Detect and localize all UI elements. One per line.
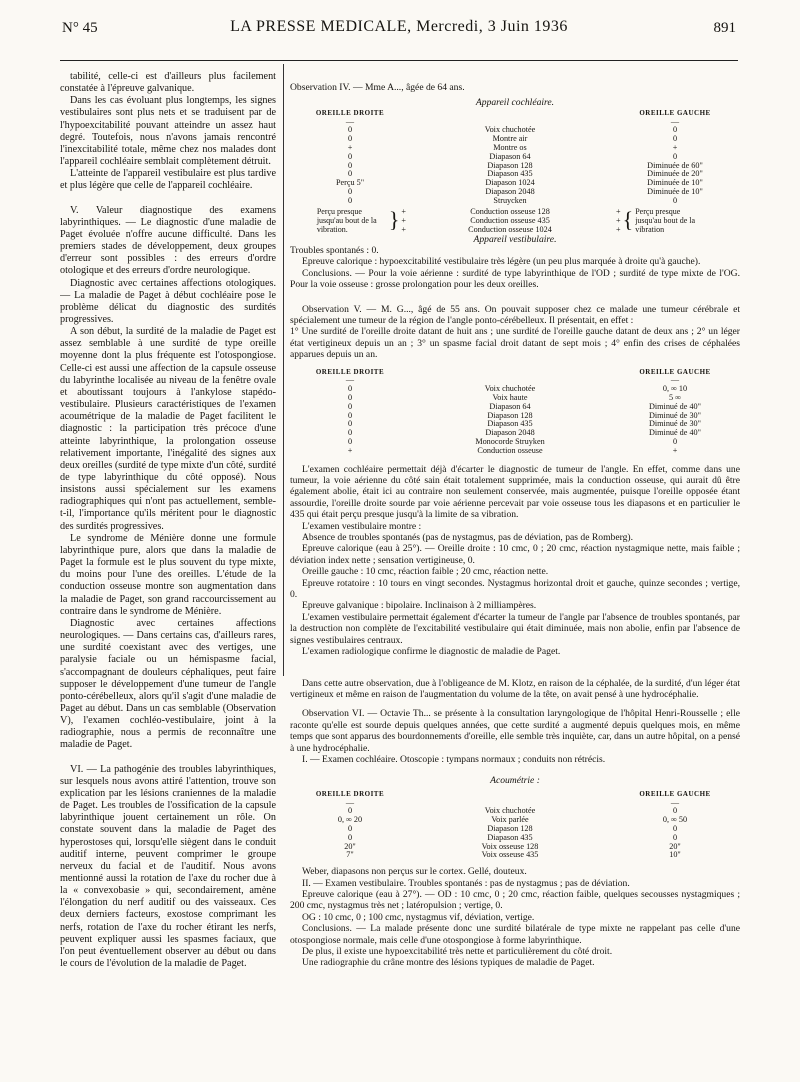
- left-paragraph: A son début, la surdité de la maladie de Paget est assez semblable à une surdité de type oreille moyenne dont la plus fréquente est l'otospongiose. Celle-ci est aussi une affection de la capsule osseuse du labyrinthe localisée au niveau de la fenêtre ovale et aboutissant toujours à l'ankylose stapédo-vestibulaire. Plusieurs caractéristiques de l'examen acoumétrique de la maladie de Paget facilitent le diagnostic : la participation très précoce d'une atteinte labyrinthique, la prolongation osseuse relativement importante, l'inégalité des signes aux deux oreilles (surdité de type mixte d'un côté, surdité de type labyrinthique du côté opposé). Nous insistons aussi spécialement sur les examens radiographiques qui n'ont pas actuellement, semble-t-il, l'importance qu'ils méritent pour le diagnostic des surdités progressives.: [60, 326, 276, 532]
- obs4-brace-left: Perçu presque jusqu'au bout de la vibration: [635, 206, 696, 234]
- paragraph: Epreuve rotatoire : 10 tours en vingt secondes. Nystagmus horizontal droit et gauche, quinze secondes ; vertige, 0.: [290, 577, 740, 601]
- left-paragraph: Le syndrome de Ménière donne une formule labyrinthique pure, alors que dans la maladie de Paget la formule est le plus souvent du type mixte, du moins pour l'une des oreilles. L'étude de la conduction osseuse montre son augmentation dans la maladie de Paget, son grand raccourcissement au contraire dans le syndrome de Ménière.: [60, 532, 276, 617]
- left-paragraph: V. Valeur diagnostique des examens labyrinthiques. — Le diagnostic d'une maladie de Paget évoluée n'offre aucune difficulté. Dans les premiers stades de développement, deux groupes d'erreur sont possibles : des erreurs d'ordre otologique et des erreurs d'ordre neurologique.: [60, 204, 276, 277]
- obs4-vest-title: Appareil vestibulaire.: [473, 233, 557, 245]
- table-cell: 0: [347, 419, 353, 429]
- table-cell: 0: [347, 393, 353, 403]
- table-cell: 7": [346, 850, 354, 860]
- table-cell: Diapason 64: [489, 401, 531, 411]
- table-cell: 0: [672, 832, 678, 842]
- table-cell: Voix parlée: [491, 815, 529, 825]
- table-cell: 0: [347, 160, 353, 170]
- obs4-cond-1024: Conduction osseuse 1024: [468, 224, 552, 234]
- paragraph: L'examen vestibulaire permettait également d'écarter la tumeur de l'angle par l'absence de troubles spontanés, par la destruction non complète de l'excitabilité vestibulaire qui était diminuée, mais non abolie, enfin par l'absence de signes vestibulaires centraux.: [290, 611, 740, 646]
- column-divider: [283, 64, 284, 676]
- obs6-table: OREILLE DROITE OREILLE GAUCHE — — 0 Voix chuchotée 0 0, ∞ 20 Voix parlée 0, ∞ 50 0 Diapason 128 0 0 Diapason 435 0 20" Voix osseuse 128 20" 7" Voix osseuse 435 10": [290, 790, 740, 860]
- paragraph: II. — Examen vestibulaire. Troubles spontanés : pas de nystagmus ; pas de déviation.: [302, 877, 630, 889]
- table-cell: 0: [347, 806, 353, 816]
- table-cell: Voix chuchotée: [484, 125, 536, 135]
- mid-paragraph: Dans cette autre observation, due à l'obligeance de M. Klotz, en raison de la céphalée, de la surdité, d'un léger état vertigineux et même en raison de l'augmentation du volume de la tête, on avait pensé à une hydrocéphalie.: [290, 677, 740, 700]
- paragraph: Conclusions. — La malade présente donc une surdité bilatérale de type mixte ne rappelant pas celle d'une otospongiose normale, mais celle d'une otospongiose à forme labyrinthique.: [290, 923, 740, 946]
- table-cell: Diminué de 40": [648, 428, 701, 438]
- col-left-ear: OREILLE GAUCHE: [639, 108, 711, 117]
- obs4-intro: Observation IV. — Mme A..., âgée de 64 ans.: [290, 82, 465, 93]
- paragraph: De plus, il existe une hypoexcitabilité très nette et particulièrement du côté droit.: [302, 945, 613, 957]
- paragraph: L'examen radiologique confirme le diagnostic de maladie de Paget.: [302, 646, 561, 658]
- table-cell: Diapason 435: [487, 832, 533, 842]
- table-cell: +: [347, 445, 353, 455]
- table-cell: 0: [672, 195, 678, 205]
- page-number: 891: [713, 20, 736, 36]
- left-paragraph: VI. — La pathogénie des troubles labyrinthiques, sur lesquels nous avons attiré l'attention, trouve son explication par les lésions craniennes de la maladie de Paget. Les troubles de l'ossification de la capsule labyrinthique jouent certainement un rôle. On constate souvent dans la maladie de Paget des hyperostoses qui, lorsqu'elle siègent dans le conduit auditif interne, peuvent comprimer le groupe nerveux du facial et de l'auditif. Nous avons mentionné aussi la rotation de l'axe du rocher due à la « convexobasie » qui, secondairement, amène l'élongation du nerf auditif ou des vaisseaux. Ces deux derniers facteurs, exostose comprimant les nerfs, rotation de l'axe du rocher étirant les nerfs, peuvent expliquer aussi les spasmes faciaux, que l'on peut éventuellement observer au début ou dans le cours de l'évolution de la maladie de Paget.: [60, 763, 276, 970]
- table-cell: Diminué de 30": [648, 419, 701, 429]
- table-cell: Montre air: [492, 134, 528, 144]
- table-cell: Perçu 5": [335, 178, 365, 188]
- table-cell: Voix osseuse 128: [481, 841, 539, 851]
- right-column: [290, 82, 740, 969]
- table-cell: 0: [347, 195, 353, 205]
- obs4-cond-435: Conduction osseuse 435: [470, 215, 550, 225]
- table-cell: 0: [347, 125, 353, 135]
- table-cell: 5 ∞: [669, 393, 681, 403]
- obs4-cochlear-title: Appareil cochléaire.: [475, 97, 555, 109]
- left-paragraph: tabilité, celle-ci est d'ailleurs plus facilement constatée à l'épreuve galvanique.: [60, 71, 276, 95]
- left-paragraph: Diagnostic avec certaines affections otologiques. — La maladie de Paget à début cochléaire pose le problème délicat du diagnostic des surdités progressives.: [60, 277, 276, 325]
- table-cell: 0: [347, 437, 353, 447]
- page-header: [60, 0, 738, 61]
- table-cell: +: [347, 143, 353, 152]
- obs5-table: OREILLE DROITE OREILLE GAUCHE — — 0 Voix chuchotée 0, ∞ 10 0 Voix haute 5 ∞ 0 Diapason 64 Diminué de 40" 0 Diapason 128 Diminué de 30" 0 Diapason 435 Diminué de 30" 0 Diapason 2048 Diminué de 40" 0 Monocorde Struyken 0 + Conduction osseuse +: [290, 368, 740, 456]
- obs4-cond-128: Conduction osseuse 128: [470, 206, 550, 216]
- table-cell: 0: [672, 125, 678, 135]
- paragraph: OG : 10 cmc, 0 ; 100 cmc, nystagmus vif, déviation, vertige.: [302, 911, 535, 923]
- table-cell: Diminuée de 10": [647, 178, 703, 188]
- obs5-intro: Observation V. — M. G..., âgé de 55 ans. On pouvait supposer chez ce malade une tumeur cérébrale et spécialement une tumeur de la région de l'angle ponto-cérébelleux. Il présentait, en effet :: [290, 303, 740, 327]
- table-cell: 0: [672, 437, 678, 447]
- table-cell: 0: [672, 134, 678, 144]
- table-row: [290, 851, 740, 860]
- table-cell: 0: [672, 151, 678, 161]
- table-cell: Diapason 435: [487, 169, 533, 179]
- table-cell: 0, ∞ 50: [662, 815, 688, 825]
- obs6-intro: Observation VI. — Octavie Th... se présente à la consultation laryngologique de l'hôpital Henri-Rousselle ; elle raconte qu'elle est sourde depuis quelques années, que cette surdité a augmenté depuis quelques mois, en même temps que sont apparus des bourdonnements d'oreille, elle semble très inquiète, car, dans un autre hôpital, on a pensé à une hydrocéphalie.: [290, 708, 740, 754]
- paragraph: L'examen cochléaire permettait déjà d'écarter le diagnostic de tumeur de l'angle. En effet, comme dans une tumeur, la voie aérienne du côté sain était totalement supprimée, mais la conduction osseuse, qui aurait dû être également abolie, était ici au contraire non seulement conservée, mais augmentée, puisque l'oreille opposée étant assourdie, l'oreille droite sourde par voie aérienne percevait par voie osseuse tous les diapasons et en particulier le 435 qui était perçu presque jusqu'à la limite de sa vibration.: [290, 463, 740, 521]
- table-cell: +: [672, 445, 678, 455]
- table-cell: 0: [347, 410, 353, 420]
- table-cell: Voix chuchotée: [484, 384, 536, 394]
- table-cell: 0: [347, 169, 353, 179]
- table-row: [290, 447, 740, 456]
- paragraph: Conclusions. — Pour la voie aérienne : surdité de type labyrinthique de l'OD ; surdité de type mixte de l'OG. Pour la voie osseuse : grosse prolongation pour les deux oreilles.: [290, 267, 740, 291]
- table-cell: 0: [347, 428, 353, 438]
- paragraph: Epreuve galvanique : bipolaire. Inclinaison à 2 milliampères.: [302, 600, 537, 612]
- table-cell: Monocorde Struyken: [475, 437, 545, 447]
- table-cell: 0: [347, 401, 353, 411]
- table-cell: Diapason 128: [487, 823, 533, 833]
- paragraph: Oreille gauche : 10 cmc, réaction faible ; 20 cmc, réaction nette.: [302, 566, 549, 578]
- obs4-table: OREILLE DROITE OREILLE GAUCHE — — 0 Voix chuchotée 0 0 Montre air 0 + Montre os + 0 Diapason 64 0 0 Diapason 128 Diminuée de 60" 0 Diapason 435 Diminuée de 20" Perçu 5" Diapason 1024 Diminuée de 10" 0 Diapason 2048 Diminuée de 10" 0 Struycken 0 Perçu presque jusqu'au bout de la vibration. } + + + Conduction osseuse 128 Conduction osseuse 435 Conduction osseuse 1024 + + + { Perçu presque jusqu'au bout de la vibration: [290, 109, 740, 234]
- table-cell: Diminuée de 60": [647, 160, 703, 170]
- table-cell: 0: [347, 384, 353, 394]
- table-cell: 0: [347, 151, 353, 161]
- table-cell: 0, ∞ 20: [337, 815, 363, 825]
- left-paragraph: Dans les cas évoluant plus longtemps, les signes vestibulaires sont plus nets et se traduisent par de l'hypoexcitabilité pouvant atteindre un assez haut degré. Toutefois, nous n'avons jamais rencontré l'inexcitabilité totale, même chez nos malades dont l'appareil cochléaire semblait complètement détruit.: [60, 95, 276, 168]
- left-column: [60, 71, 276, 1076]
- table-cell: 0: [347, 134, 353, 144]
- paragraph: Epreuve calorique : hypoexcitabilité vestibulaire très légère (un peu plus marquée à droite qu'à gauche).: [302, 256, 701, 268]
- table-cell: Diapason 435: [487, 419, 533, 429]
- table-cell: 0: [672, 806, 678, 816]
- table-cell: 0: [347, 186, 353, 196]
- table-cell: Diapason 1024: [485, 178, 535, 188]
- table-cell: Diminué de 30": [648, 410, 701, 420]
- table-cell: Diapason 128: [487, 160, 533, 170]
- table-cell: Diapason 64: [489, 151, 531, 161]
- table-cell: 0: [672, 823, 678, 833]
- table-cell: Voix haute: [492, 393, 528, 403]
- table-row: [290, 197, 740, 206]
- table-cell: Diapason 2048: [485, 186, 535, 196]
- left-paragraph: L'atteinte de l'appareil vestibulaire est plus tardive et plus légère que celle de l'appareil cochléaire.: [60, 168, 276, 192]
- table-cell: Diminué de 40": [648, 401, 701, 411]
- table-cell: Voix chuchotée: [484, 806, 536, 816]
- table-cell: Diminuée de 20": [647, 169, 703, 179]
- table-cell: Diapason 2048: [485, 428, 535, 438]
- table-cell: +: [672, 143, 678, 152]
- obs6-exam: I. — Examen cochléaire. Otoscopie : tympans normaux ; conduits non rétrécis.: [302, 753, 606, 765]
- table-cell: 20": [344, 841, 356, 851]
- obs4-brace-right: Perçu presque jusqu'au bout de la vibration.: [316, 206, 377, 234]
- paragraph: L'examen vestibulaire montre :: [302, 520, 422, 532]
- obs5-intro2: 1° Une surdité de l'oreille droite datant de huit ans ; une surdité de l'oreille gauche datant de deux ans ; 2° un léger état vertigineux depuis un an ; 3° un spasme facial droit datant de sept mois ; 4° enfin des crises de céphalées apparues depuis un an.: [290, 326, 740, 361]
- table-cell: 20": [669, 841, 681, 851]
- paragraph: Troubles spontanés : 0.: [290, 244, 379, 256]
- table-cell: 0: [347, 832, 353, 842]
- left-paragraph: Diagnostic avec certaines affections neurologiques. — Dans certains cas, d'ailleurs rares, une surdité coexistant avec des vertiges, une paralysie faciale ou un hémispasme facial, s'accompagnant de douleurs céphaliques, peut faire supposer le développement d'une tumeur de l'angle ponto-cérébelleux, alors qu'il s'agit d'une maladie de Paget au début. Dans un cas semblable (Observation V), l'examen cochléo-vestibulaire, joint à la radiographie, nous a permis de reconnaître une maladie de Paget.: [60, 617, 276, 751]
- paragraph: Absence de troubles spontanés (pas de nystagmus, pas de déviation, pas de Romberg).: [302, 532, 633, 544]
- table-cell: Struycken: [493, 195, 527, 205]
- paragraph: Une radiographie du crâne montre des lésions typiques de maladie de Paget.: [302, 957, 595, 969]
- obs6-acou-title: Acoumétrie :: [490, 775, 540, 787]
- table-cell: 10": [669, 850, 681, 860]
- col-right-ear: OREILLE DROITE: [315, 108, 385, 117]
- table-cell: Voix osseuse 435: [481, 850, 539, 860]
- table-cell: 0: [347, 823, 353, 833]
- issue-number: N° 45: [62, 20, 98, 36]
- table-cell: Diapason 128: [487, 410, 533, 420]
- paragraph: Weber, diapasons non perçus sur le cortex. Gellé, douteux.: [302, 866, 527, 878]
- table-cell: 0, ∞ 10: [662, 384, 688, 394]
- table-cell: Montre os: [493, 143, 527, 152]
- journal-title: LA PRESSE MEDICALE, Mercredi, 3 Juin 1936: [230, 18, 568, 35]
- paragraph: Epreuve calorique (eau à 25°). — Oreille droite : 10 cmc, 0 ; 20 cmc, réaction nystagmique nette, mais faible ; déviation index nette ; sensation vertigineuse, 0.: [290, 543, 740, 566]
- table-cell: Diminuée de 10": [647, 186, 703, 196]
- table-cell: Conduction osseuse: [477, 445, 543, 455]
- paragraph: Epreuve calorique (eau à 27°). — OD : 10 cmc, 0 ; 20 cmc, réaction faible, quelques secousses nystagmiques ; 200 cmc, nystagmus très net ; latéropulsion ; vertige, 0.: [290, 888, 740, 912]
